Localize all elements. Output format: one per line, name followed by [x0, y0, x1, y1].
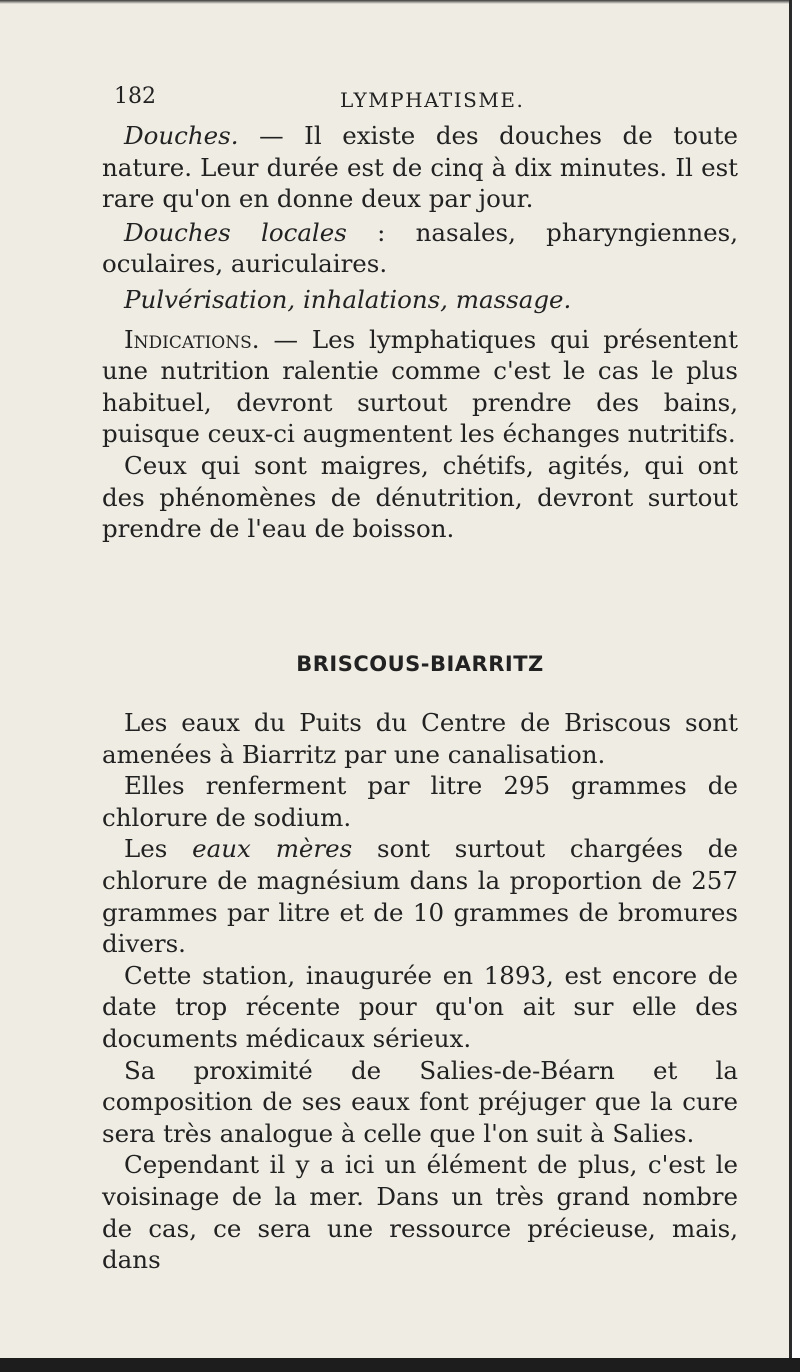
label-douches-locales: Douches locales: [124, 217, 347, 247]
section-briscous: [102, 707, 738, 1276]
paragraph-briscous-2: Elles renferment par litre 295 grammes de chlorure de sodium.: [102, 771, 738, 832]
section-heading: BRISCOUS-BIARRITZ: [296, 652, 544, 676]
page-right-edge: [789, 0, 800, 1372]
term-eaux-meres: eaux mères: [192, 834, 353, 864]
page-bottom-edge: [0, 1358, 800, 1372]
label-indications: Indications.: [124, 324, 260, 354]
paragraph-briscous-1: Les eaux du Puits du Centre de Briscous sont amenées à Biarritz par une canalisation.: [102, 708, 738, 769]
page-number: 182: [114, 84, 156, 109]
paragraph-briscous-4: Cette station, inaugurée en 1893, est encore de date trop récente pour qu'on ait sur elle des documents médicaux sérieux.: [102, 960, 738, 1053]
page-header: [102, 84, 738, 118]
label-douches: Douches.: [124, 121, 239, 150]
paragraph-briscous-3: Les eaux mères sont surtout chargées de chlorure de magnésium dans la proportion de 257 grammes par litre et de 10 grammes de bromures divers.: [102, 834, 738, 959]
paragraph-douches: Douches. — Il existe des douches de toute nature. Leur durée est de cinq à dix minutes. Il est rare qu'on en donne deux par jour.: [102, 121, 738, 214]
page-top-edge: [0, 0, 789, 4]
section-treatments: [102, 120, 738, 545]
paragraph-indications: Indications. — Les lymphatiques qui présentent une nutrition ralentie comme c'est le cas le plus habituel, devront surtout prendre des bains, puisque ceux-ci augmentent les échanges nutritifs.: [102, 324, 738, 449]
paragraph-maigres: Ceux qui sont maigres, chétifs, agités, qui ont des phénomènes de dénutrition, devront surtout prendre de l'eau de boisson.: [102, 450, 738, 544]
paragraph-briscous-5: Sa proximité de Salies-de-Béarn et la composition de ses eaux font préjuger que la cure sera très analogue à celle que l'on suit à Salies.: [102, 1055, 738, 1148]
paragraph-douches-locales: Douches locales : nasales, pharyngiennes, oculaires, auriculaires.: [102, 217, 739, 279]
running-title: LYMPHATISME.: [340, 88, 525, 112]
paragraph-briscous-6: Cependant il y a ici un élément de plus, c'est le voisinage de la mer. Dans un très grand nombre de cas, ce sera une ressource précieuse, mais, dans: [102, 1150, 738, 1275]
paragraph-pulverisation: Pulvérisation, inhalations, massage.: [124, 284, 572, 314]
